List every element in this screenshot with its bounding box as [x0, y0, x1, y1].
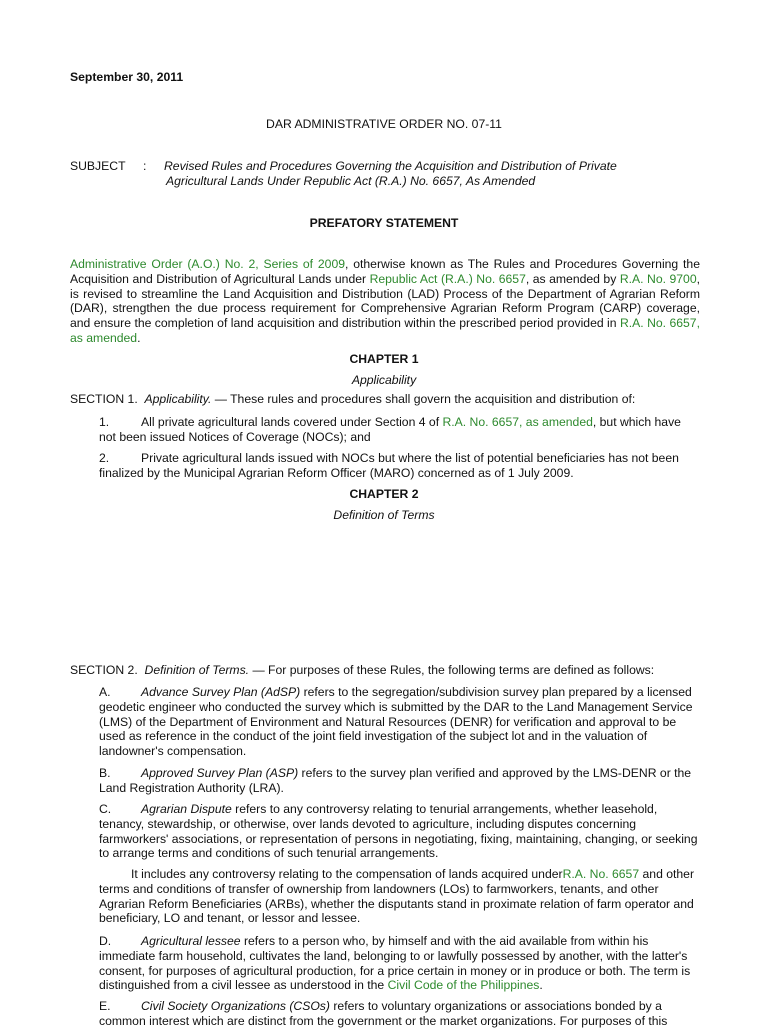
- prefatory-text-1: , otherwise known as The Rules and Procedures Governing the Acquisition and Distribution of Agricultural Lands under: [70, 257, 700, 286]
- definition-a-term: Advance Survey Plan (AdSP): [141, 685, 301, 699]
- definition-c2-text-a: It includes any controversy relating to the compensation of lands acquired under: [131, 867, 563, 881]
- definition-b-text: refers to the survey plan verified and approved by the LMS-DENR or the Land Registration Authority (LRA).: [99, 766, 692, 795]
- item-1-number: 1.: [99, 415, 110, 429]
- prefatory-text-3: , is revised to streamline the Land Acquisition and Distribution (LAD) Process of the Department of Agrarian Reform (DAR), strengthen the due process requirement for Comprehensive Agrarian Reform Program (CARP) coverage, and ensure the completion of land acquisition and distribution within the prescribed period provided in: [70, 271, 700, 331]
- definition-c: [99, 802, 699, 861]
- item-2-number: 2.: [99, 451, 110, 465]
- section-2-text: — For purposes of these Rules, the following terms are defined as follows:: [249, 663, 655, 677]
- subject-text: [164, 159, 684, 188]
- definition-b: [99, 766, 699, 796]
- subject-colon: :: [143, 159, 147, 173]
- link-ra-6657-amended[interactable]: R.A. No. 6657, as amended: [70, 316, 700, 345]
- chapter-2-heading: CHAPTER 2: [349, 487, 419, 501]
- prefatory-text-2: , as amended by: [525, 271, 620, 286]
- list-item: [99, 451, 699, 481]
- definition-b-term: Approved Survey Plan (ASP): [141, 766, 299, 780]
- link-civil-code[interactable]: Civil Code of the Philippines: [387, 978, 540, 993]
- section-2-title: Definition of Terms.: [144, 663, 250, 677]
- definition-a: [99, 685, 699, 759]
- item-2-text: Private agricultural lands issued with NOCs but where the list of potential beneficiaries has not been finalized by the Municipal Agrarian Reform Officer (MARO) concerned as of 1 July 2009.: [99, 451, 679, 480]
- definition-d-term: Agricultural lessee: [141, 934, 241, 948]
- link-ao-2-2009[interactable]: Administrative Order (A.O.) No. 2, Series of 2009: [70, 257, 346, 271]
- definition-a-text: refers to the segregation/subdivision survey plan prepared by a licensed geodetic engineer who conducted the survey which is submitted by the DAR to the Land Management Service (LMS) of the Department of Environment and Natural Resources (DENR) for verification and approval to be used as reference in the conduct of the joint field investigation of the subject lot and in the valuation of landowner's compensation.: [99, 685, 693, 759]
- definition-d: [99, 934, 699, 993]
- definition-a-letter: A.: [99, 685, 111, 699]
- link-ra-9700[interactable]: R.A. No. 9700: [619, 271, 697, 286]
- list-item: [99, 415, 699, 445]
- definition-c-term: Agrarian Dispute: [141, 802, 232, 816]
- section-2: [70, 663, 700, 678]
- subject-line-1: Revised Rules and Procedures Governing the Acquisition and Distribution of Private: [164, 159, 617, 173]
- chapter-1-heading: CHAPTER 1: [349, 352, 419, 366]
- subject-label: SUBJECT: [70, 159, 126, 173]
- section-1-label: SECTION 1.: [70, 392, 138, 406]
- definition-d-text-b: .: [539, 978, 543, 993]
- section-2-label: SECTION 2.: [70, 663, 138, 677]
- item-1-text-b: , but which have not been issued Notices of Coverage (NOCs); and: [99, 415, 681, 444]
- definition-e-term: Civil Society Organizations (CSOs): [141, 999, 330, 1013]
- section-1: [70, 392, 700, 407]
- definition-d-text: refers to a person who, by himself and with the aid available from within his immediate farm household, cultivates the land, belonging to or lawfully possessed by another, with the latter's consent, for purposes of agricultural production, for a price certain in money or in produce or both. The term is distinguished from a civil lessee as understood in the: [99, 934, 691, 993]
- definition-b-letter: B.: [99, 766, 111, 780]
- definition-c-text: refers to any controversy relating to tenurial arrangements, whether leasehold, tenancy, stewardship, or otherwise, over lands devoted to agriculture, including disputes concerning farmworkers' associations, or representation of persons in negotiating, fixing, maintaining, changing, or seeking to arrange terms and conditions of such tenurial arrangements.: [99, 802, 698, 861]
- section-1-text: — These rules and procedures shall govern the acquisition and distribution of:: [211, 392, 636, 406]
- document-date: September 30, 2011: [70, 70, 184, 84]
- definition-e: [99, 999, 699, 1029]
- prefatory-paragraph: [70, 257, 700, 346]
- definition-d-letter: D.: [99, 934, 112, 948]
- link-ra-6657-item[interactable]: R.A. No. 6657, as amended: [442, 415, 593, 429]
- definition-e-letter: E.: [99, 999, 111, 1013]
- link-ra-6657[interactable]: Republic Act (R.A.) No. 6657: [369, 271, 526, 286]
- definition-c2-text-b: and other terms and conditions of transfer of ownership from landowners (LOs) to farmworkers, tenants, and other Agrarian Reform Beneficiaries (ARBs), whether the disputants stand in proximate relation of farm operator and beneficiary, LO and tenant, or lessor and lessee.: [99, 867, 695, 926]
- definition-e-text: refers to voluntary organizations or associations bonded by a common interest which are distinct from the government or the market organizations. For purposes of this: [99, 999, 668, 1028]
- definition-c-letter: C.: [99, 802, 112, 816]
- link-ra-6657-dispute[interactable]: R.A. No. 6657: [562, 867, 640, 881]
- prefatory-heading: PREFATORY STATEMENT: [309, 216, 459, 230]
- prefatory-text-4: .: [137, 330, 141, 345]
- section-1-title: Applicability.: [144, 392, 212, 406]
- subject-line-2: Agricultural Lands Under Republic Act (R.A.) No. 6657, As Amended: [166, 173, 536, 188]
- chapter-1-subheading: Applicability: [351, 373, 417, 387]
- item-1-text-a: All private agricultural lands covered under Section 4 of: [141, 415, 443, 429]
- chapter-2-subheading: Definition of Terms: [333, 508, 435, 522]
- definition-c-continuation: [99, 867, 699, 926]
- order-title: DAR ADMINISTRATIVE ORDER NO. 07-11: [266, 117, 502, 131]
